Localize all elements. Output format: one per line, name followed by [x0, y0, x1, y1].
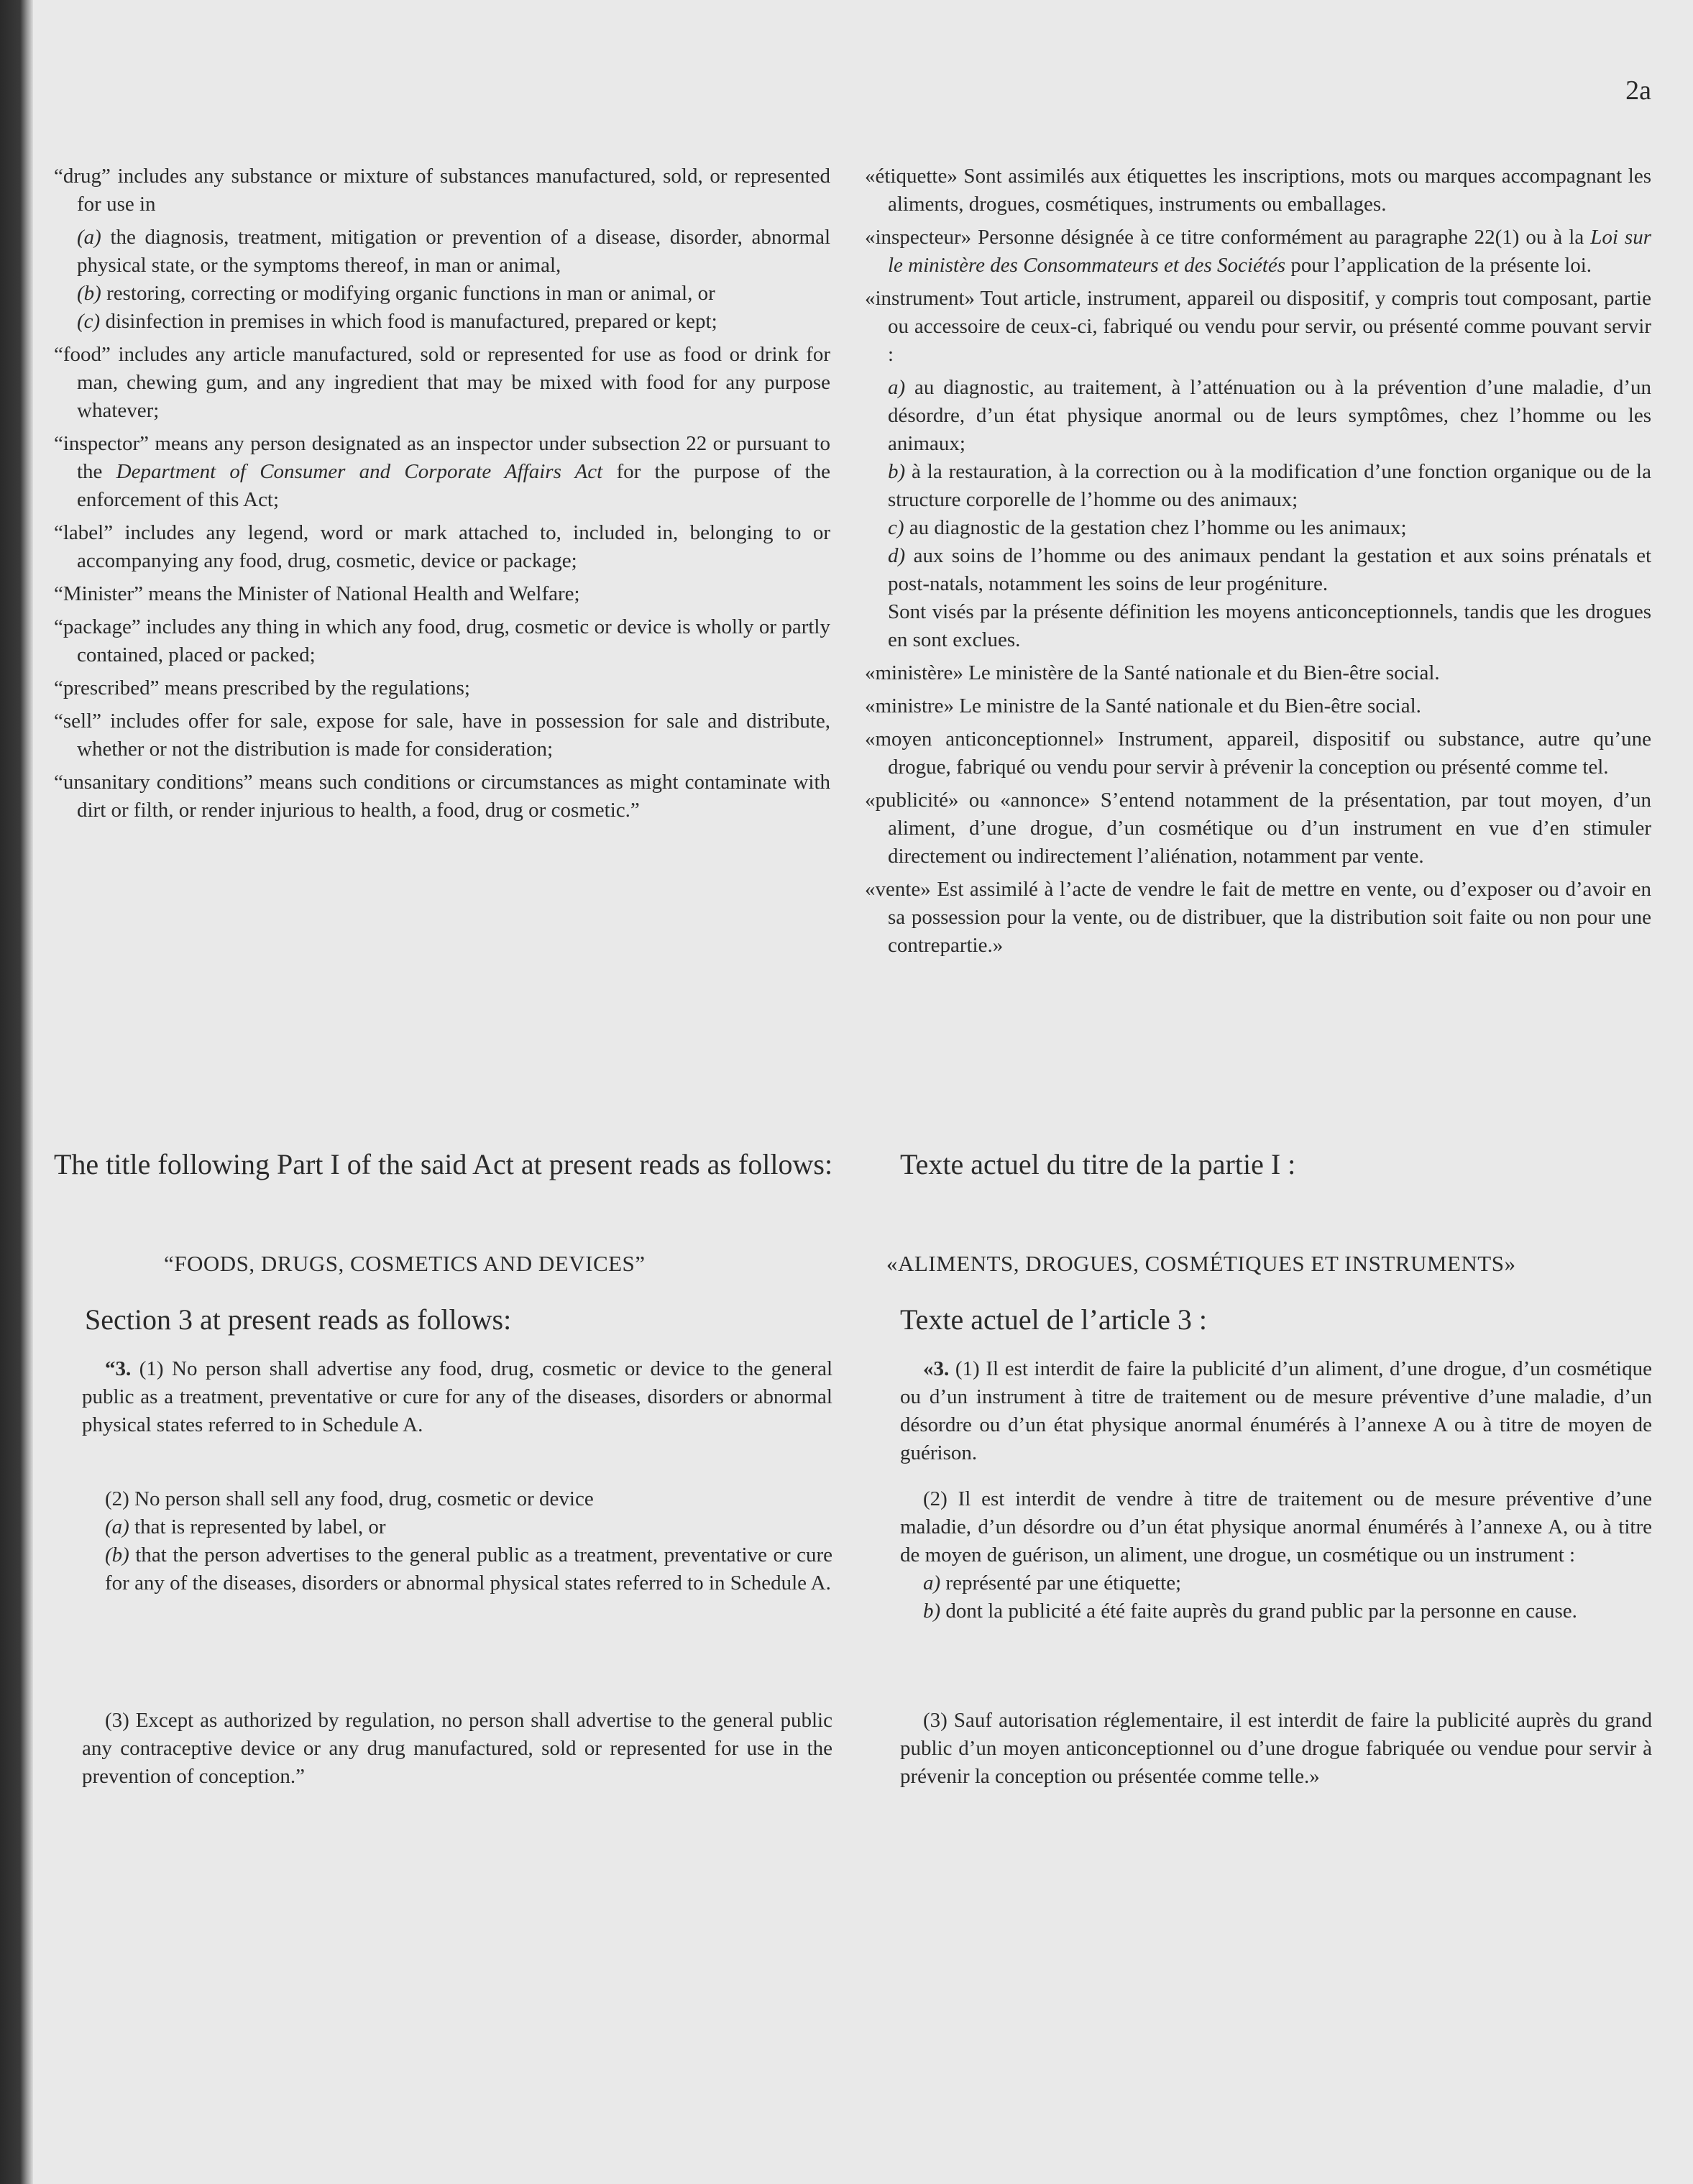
definition-minister: “Minister” means the Minister of National Health and Welfare;	[54, 582, 580, 605]
definition-item: b) à la restauration, à la correction ou à la modification d’une fonction organique ou de la structure corporelle de l’homme ou des animaux;	[888, 460, 1651, 511]
french-section-heading: Texte actuel de l’article 3 :	[900, 1303, 1207, 1336]
subsection-2-a: a) représenté par une étiquette;	[923, 1572, 1182, 1595]
definition-item: d) aux soins de l’homme ou des animaux pendant la gestation et aux soins prénatals et post-natals, notamment les soins de leur progéniture.	[888, 544, 1651, 595]
english-section-3	[82, 1355, 832, 1439]
english-section-3-2	[82, 1485, 832, 1597]
definition-item: c) au diagnostic de la gestation chez l’homme ou les animaux;	[888, 516, 1407, 539]
definition-ministre: «ministre» Le ministre de la Santé nationale et du Bien-être social.	[865, 694, 1421, 717]
book-binding-edge	[0, 0, 33, 2184]
subsection-2-a: (a) that is represented by label, or	[105, 1515, 386, 1538]
subsection-3: (3) Except as authorized by regulation, no person shall advertise to the general public any contraceptive device or any drug manufactured, sold or represented for use in the prevention of conception.”	[82, 1709, 832, 1788]
definition-food: “food” includes any article manufactured, sold or represented for use as food or drink for man, chewing gum, and any ingredient that may be mixed with food for any purpose whatever;	[54, 343, 830, 422]
definition-sell: “sell” includes offer for sale, expose for sale, have in possession for sale and distribute, whether or not the distribution is made for consideration;	[54, 710, 830, 761]
definition-prescribed: “prescribed” means prescribed by the regulations;	[54, 676, 470, 699]
definition-label: “label” includes any legend, word or mark attached to, included in, belonging to or accompanying any food, drug, cosmetic, device or package;	[54, 521, 830, 572]
definition-unsanitary-conditions: “unsanitary conditions” means such conditions or circumstances as might contaminate with dirt or filth, or render injurious to health, a food, drug or cosmetic.”	[54, 771, 830, 822]
definition-note: Sont visés par la présente définition les moyens anticonceptionnels, tandis que les drogues en sont exclues.	[888, 600, 1651, 651]
subsection-1: «3. (1) Il est interdit de faire la publicité d’un aliment, d’une drogue, d’un cosmétique ou d’un instrument à titre de traitement ou de mesure préventive d’une maladie, d’un désordre ou d’un état physique anormal énumérés à l’annexe A ou à titre de moyen de guérison.	[900, 1357, 1652, 1464]
term: “drug”	[54, 165, 111, 188]
french-section-3-2	[900, 1485, 1652, 1625]
subsection-2-b: (b) that the person advertises to the general public as a treatment, preventative or cure for any of the diseases, disorders or abnormal physical states referred to in Schedule A.	[105, 1543, 832, 1595]
french-part-title: «ALIMENTS, DROGUES, COSMÉTIQUES ET INSTRUMENTS»	[886, 1251, 1516, 1276]
definition-publicite: «publicité» ou «annonce» S’entend notamment de la présentation, par tout moyen, d’un aliment, d’une drogue, d’un cosmétique ou d’un instrument en vue d’en stimuler directement ou indirectement l’aliénation, notamment par vente.	[865, 789, 1651, 868]
subsection-2-b: b) dont la publicité a été faite auprès du grand public par la personne en cause.	[923, 1600, 1577, 1623]
english-title-heading: The title following Part I of the said Act at present reads as follows:	[54, 1148, 833, 1180]
subsection-1: “3. (1) No person shall advertise any food, drug, cosmetic or device to the general public as a treatment, preventative or cure for any of the diseases, disorders or abnormal physical states referred to in Schedule A.	[82, 1357, 832, 1436]
french-section-3	[900, 1355, 1652, 1467]
definition-text: includes any substance or mixture of substances manufactured, sold, or represented for use in	[77, 165, 830, 216]
definition-package: “package” includes any thing in which any food, drug, cosmetic or device is wholly or partly contained, placed or packed;	[54, 615, 830, 666]
subsection-3: (3) Sauf autorisation réglementaire, il est interdit de faire la publicité auprès du grand public d’un moyen anticonceptionnel ou d’une drogue fabriquée ou vendue pour servir à prévenir la conception ou présentée comme telle.»	[900, 1709, 1652, 1788]
french-definitions	[865, 162, 1651, 965]
french-title-heading: Texte actuel du titre de la partie I :	[900, 1148, 1296, 1180]
subsection-2: (2) No person shall sell any food, drug, cosmetic or device	[105, 1487, 594, 1510]
definition-item: a) au diagnostic, au traitement, à l’atténuation ou à la prévention d’une maladie, d’un désordre, d’un état physique anormal ou de leurs symptômes, chez l’homme ou les animaux;	[888, 376, 1651, 455]
definition-moyen-anticonceptionnel: «moyen anticonceptionnel» Instrument, appareil, dispositif ou substance, autre qu’une drogue, fabriqué ou vendu pour servir à prévenir la conception ou présenté comme tel.	[865, 728, 1652, 779]
definition-instrument: «instrument» Tout article, instrument, appareil ou dispositif, y compris tout composant, partie ou accessoire de ceux-ci, fabriqué ou vendu pour servir, ou présenté comme pouvant servir :	[865, 287, 1651, 366]
french-section-3-3	[900, 1707, 1652, 1791]
english-definitions	[54, 162, 830, 830]
definition-vente: «vente» Est assimilé à l’acte de vendre le fait de mettre en vente, ou d’exposer ou d’avoir en sa possession pour la vente, ou de distribuer, que la distribution soit faite ou non pour une contrepartie.»	[865, 878, 1651, 957]
subsection-2: (2) Il est interdit de vendre à titre de traitement ou de mesure préventive d’une maladie, d’un désordre ou d’un état physique anormal énumérés à l’annexe A, ou à titre de moyen de guérison, un aliment, une drogue, un cosmétique ou un instrument :	[900, 1487, 1652, 1566]
english-section-heading: Section 3 at present reads as follows:	[85, 1303, 512, 1336]
definition-inspecteur: «inspecteur» Personne désignée à ce titre conformément au paragraphe 22(1) ou à la Loi sur le ministère des Consommateurs et des Sociétés pour l’application de la présente loi.	[865, 226, 1651, 277]
definition-item: (c) disinfection in premises in which food is manufactured, prepared or kept;	[77, 310, 717, 333]
english-section-3-3	[82, 1707, 832, 1791]
definition-item: (a) the diagnosis, treatment, mitigation or prevention of a disease, disorder, abnormal physical state, or the symptoms thereof, in man or animal,	[77, 226, 830, 277]
definition-item: (b) restoring, correcting or modifying organic functions in man or animal, or	[77, 282, 715, 305]
definition-inspector: “inspector” means any person designated as an inspector under subsection 22 or pursuant to the Department of Consumer and Corporate Affairs Act for the purpose of the enforcement of this Act;	[54, 432, 830, 511]
definition-etiquette: «étiquette» Sont assimilés aux étiquettes les inscriptions, mots ou marques accompagnant les aliments, drogues, cosmétiques, instruments ou emballages.	[865, 165, 1651, 216]
page-number: 2a	[1625, 75, 1651, 106]
definition-drug	[54, 162, 830, 219]
definition-ministere: «ministère» Le ministère de la Santé nationale et du Bien-être social.	[865, 661, 1440, 684]
english-part-title: “FOODS, DRUGS, COSMETICS AND DEVICES”	[164, 1251, 646, 1276]
